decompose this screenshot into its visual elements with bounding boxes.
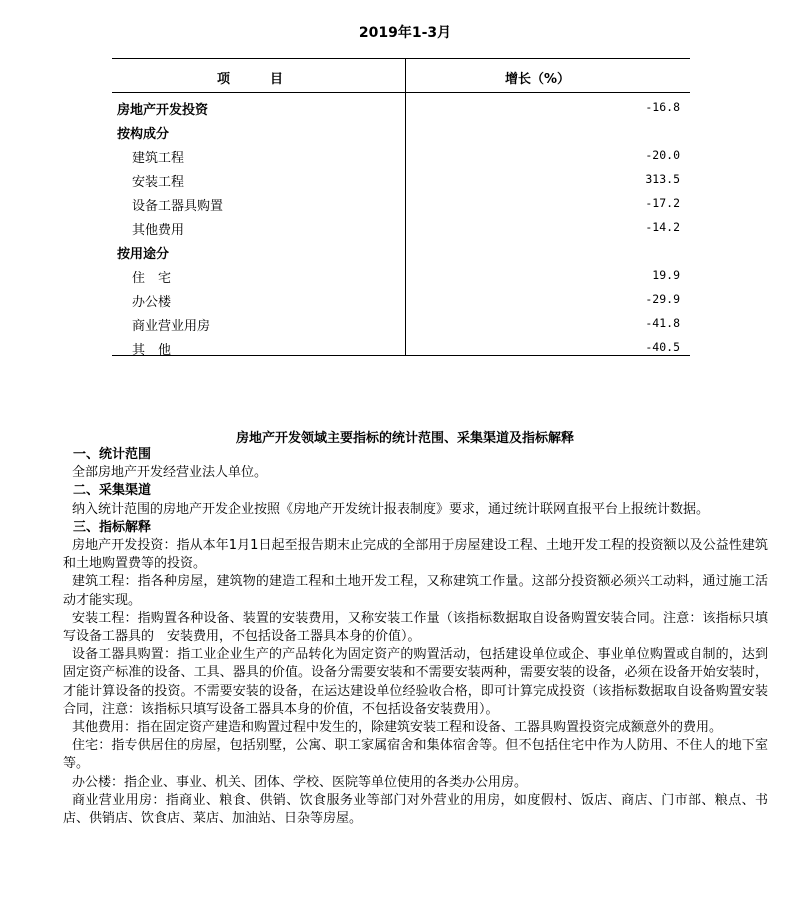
section-text-channel: 纳入统计范围的房地产开发企业按照《房地产开发统计报表制度》要求，通过统计联网直报平台上报统计数据。 <box>72 501 710 517</box>
header-item: 项目 <box>217 72 324 87</box>
table-row <box>112 288 690 312</box>
row-label: 按用途分 <box>117 247 170 262</box>
header-growth: 增长（%） <box>505 72 571 87</box>
table-row <box>112 144 690 168</box>
table-row <box>112 192 690 216</box>
definition-installation: 安装工程：指购置各种设备、装置的安装费用，又称安装工作量（该指标数据取自设备购置安装合同。注意：该指标只填写设备工器具的 安装费用，不包括设备工器具本身的价值）。 <box>63 610 768 645</box>
definition-investment: 房地产开发投资：指从本年1月1日起至报告期末止完成的全部用于房屋建设工程、土地开发工程的投资额以及公益性建筑和土地购置费等的投资。 <box>63 538 768 572</box>
table-body <box>112 96 690 360</box>
row-value: 19.9 <box>652 268 680 282</box>
growth-table <box>112 58 690 356</box>
section-heading-channel: 二、采集渠道 <box>73 483 152 499</box>
definition-other-costs: 其他费用：指在固定资产建造和购置过程中发生的，除建筑安装工程和设备、工器具购置投资完成额意外的费用。 <box>72 720 723 736</box>
table-row <box>112 120 690 144</box>
section-heading-scope: 一、统计范围 <box>73 447 152 462</box>
row-label: 办公楼 <box>132 295 172 310</box>
row-label: 建筑工程 <box>132 151 185 166</box>
definition-office: 办公楼：指企业、事业、机关、团体、学校、医院等单位使用的各类办公用房。 <box>72 774 528 790</box>
table-row <box>112 336 690 360</box>
definition-construction: 建筑工程：指各种房屋，建筑物的建造工程和土地开发工程，又称建筑工作量。这部分投资额必须兴工动料，通过施工活动才能实现。 <box>63 574 768 608</box>
row-value: 313.5 <box>645 172 680 186</box>
row-label: 房地产开发投资 <box>117 103 209 118</box>
definition-equipment: 设备工器具购置：指工业企业生产的产品转化为固定资产的购置活动，包括建设单位或企、事业单位购置或自制的，达到固定资产标准的设备、工具、器具的价值。设备分需要安装和不需要安装两种，需要安装的设备，必须在设备开始安装时，才能计算设备的投资。不需要安装的设备，在运达建设单位经验收合格，即可计算完成投资（该指标数据取自设备购置安装合同，注意：该指标只填写设备工器具本身的价值，不包括设备安装费用）。 <box>63 647 768 717</box>
section-text-scope: 全部房地产开发经营业法人单位。 <box>72 465 268 481</box>
table-row <box>112 264 690 288</box>
row-label: 住 宅 <box>132 271 172 286</box>
table-row <box>112 96 690 120</box>
row-value: -20.0 <box>645 148 680 162</box>
period-title: 2019年1-3月 <box>358 25 452 41</box>
table-header-rule <box>112 92 690 93</box>
row-value: -16.8 <box>645 100 680 114</box>
row-label: 安装工程 <box>132 175 185 190</box>
notes-body <box>63 446 768 828</box>
row-value: -41.8 <box>645 316 680 330</box>
definition-residential: 住宅：指专供居住的房屋，包括别墅，公寓、职工家属宿舍和集体宿舍等。但不包括住宅中作为人防用、不住人的地下室等。 <box>63 738 768 772</box>
definition-commercial: 商业营业用房：指商业、粮食、供销、饮食服务业等部门对外营业的用房，如度假村、饭店、商店、门市部、粮点、书店、供销店、饮食店、菜店、加油站、日杂等房屋。 <box>63 792 768 827</box>
row-label: 其他费用 <box>132 223 185 238</box>
row-label: 按构成分 <box>117 127 170 142</box>
row-value: -29.9 <box>645 292 680 306</box>
row-label: 设备工器具购置 <box>132 199 224 214</box>
row-label: 商业营业用房 <box>132 319 211 334</box>
row-value: -17.2 <box>645 196 680 210</box>
table-row <box>112 312 690 336</box>
row-value: -14.2 <box>645 220 680 234</box>
table-row <box>112 216 690 240</box>
table-row <box>112 240 690 264</box>
notes-title: 房地产开发领域主要指标的统计范围、采集渠道及指标解释 <box>235 431 574 446</box>
section-heading-definitions: 三、指标解释 <box>73 519 152 535</box>
row-value: -40.5 <box>645 340 680 354</box>
table-top-rule <box>112 58 690 59</box>
row-label: 其 他 <box>132 343 172 358</box>
table-row <box>112 168 690 192</box>
